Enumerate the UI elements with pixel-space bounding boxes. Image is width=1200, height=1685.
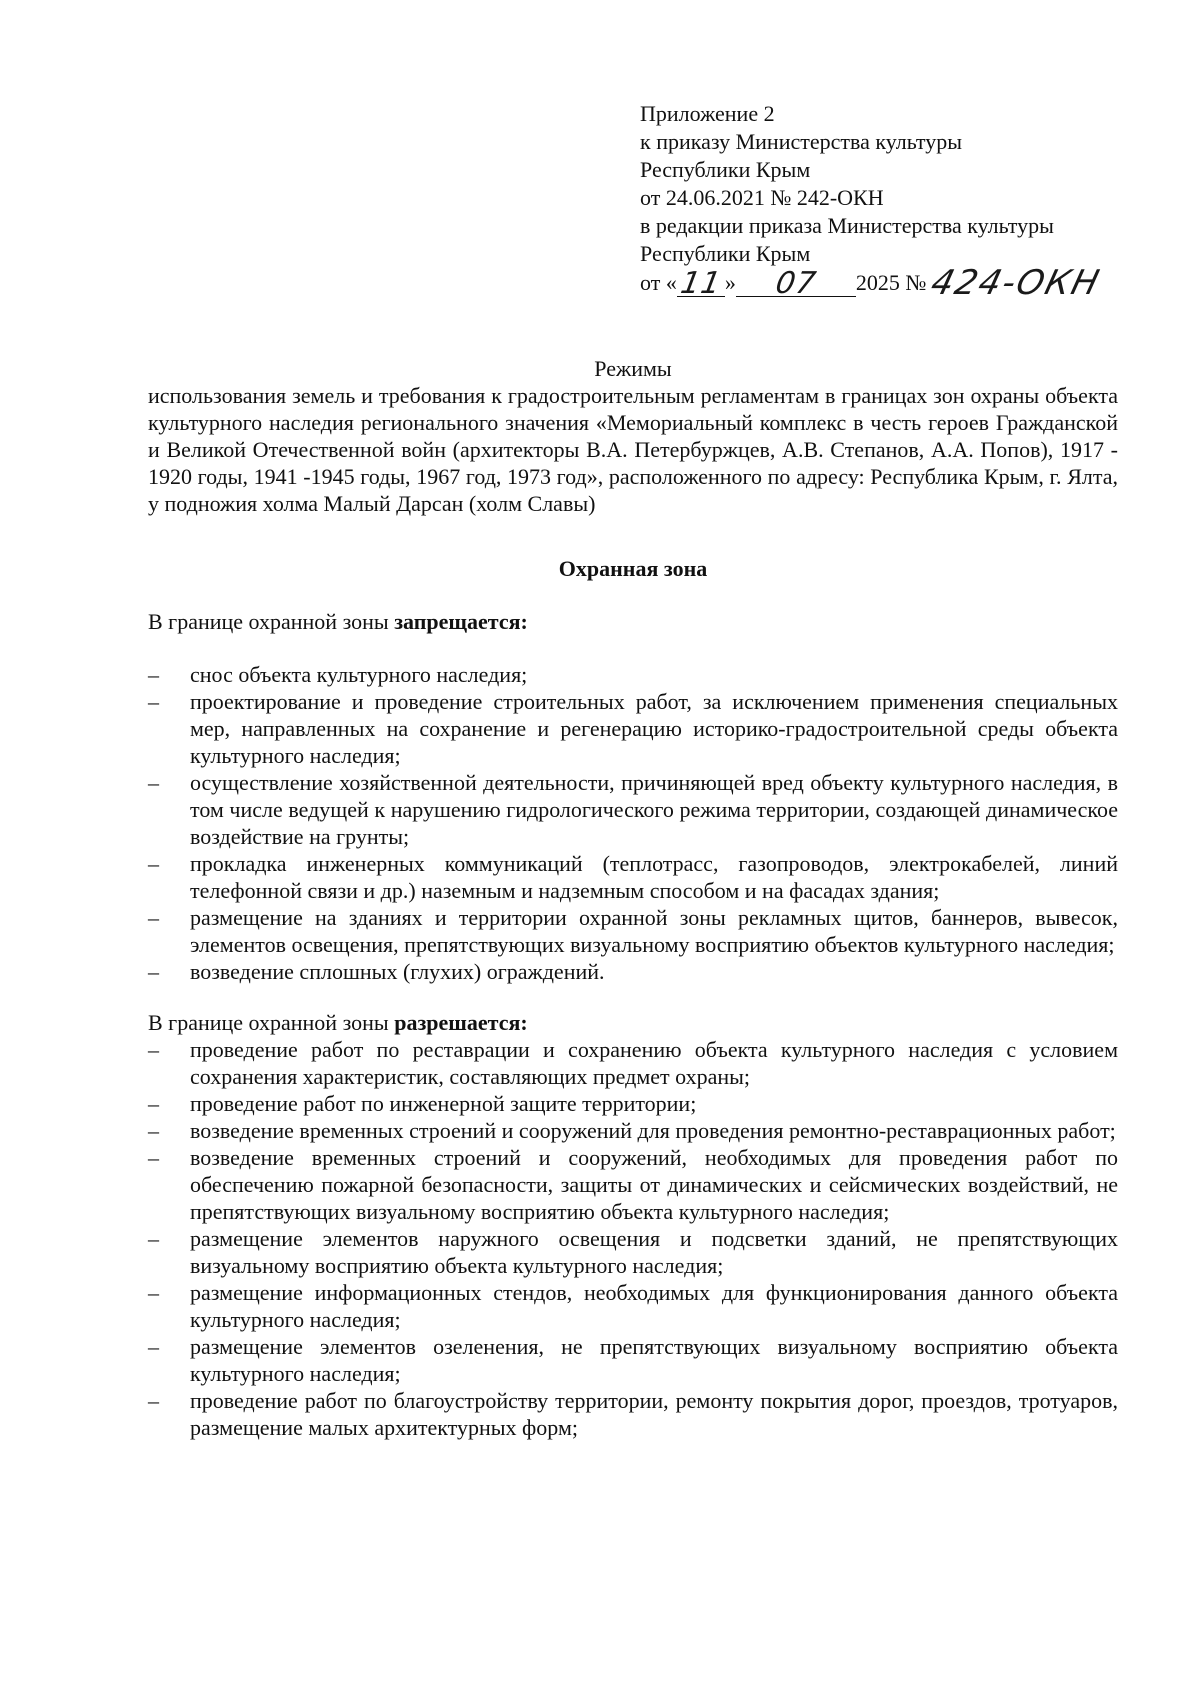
date-month-handwritten: 07 [772,266,820,301]
document-body [148,355,1118,1441]
date-year: 2025 № [855,270,932,295]
header-line-appendix: Приложение 2 [640,101,775,126]
list-item: – осуществление хозяйственной деятельности, причиняющей вред объекту культурного наследия, в том числе ведущей к нарушению гидрологического режима территории, создающей динамическое воздействие на грунты; [148,769,1118,850]
header-line-original-order: от 24.06.2021 № 242-ОКН [640,185,884,210]
list-item: – возведение временных строений и сооружений для проведения ремонтно-реставрационных работ; [148,1117,1118,1144]
section-heading-protection-zone: Охранная зона [558,556,708,581]
prohibited-lead [148,608,1118,635]
order-number-handwritten: 424-ОКН [926,263,1105,303]
permitted-lead [148,1009,1118,1036]
header-line-amended: в редакции приказа Министерства культуры [640,213,1054,238]
date-day-handwritten: 11 [677,266,725,301]
list-item: – проведение работ по реставрации и сохранению объекта культурного наследия с условием сохранения характеристик, составляющих предмет охраны; [148,1036,1118,1090]
prohibited-list [148,661,1118,985]
date-day-blank [677,266,725,301]
prohibited-lead-text: В границе охранной зоны [148,609,395,634]
list-item: – проведение работ по благоустройству территории, ремонту покрытия дорог, проездов, тротуаров, размещение малых архитектурных форм; [148,1387,1118,1441]
permitted-lead-text: В границе охранной зоны [148,1010,395,1035]
order-date-line [640,263,1160,303]
document-intro: использования земель и требования к градостроительным регламентам в границах зон охраны объекта культурного наследия регионального значения «Мемориальный комплекс в честь героев Гражданской и Великой Отечественной войн (архитекторы В.А. Петербуржцев, А.В. Степанов, А.А. Попов), 1917 - 1920 годы, 1941 -1945 годы, 1967 год, 1973 год», расположенного по адресу: Республика Крым, г. Ялта, у подножия холма Малый Дарсан (холм Славы) [148,383,1118,516]
list-item: – размещение информационных стендов, необходимых для функционирования данного объекта культурного наследия; [148,1279,1118,1333]
date-prefix: от « [640,270,677,295]
date-month-blank [736,266,856,301]
list-item: – размещение на зданиях и территории охранной зоны рекламных щитов, баннеров, вывесок, элементов освещения, препятствующих визуальному восприятию объектов культурного наследия; [148,904,1118,958]
header-line-republic-2: Республики Крым [640,241,811,266]
list-item: – проектирование и проведение строительных работ, за исключением применения специальных мер, направленных на сохранение и регенерацию историко-градостроительной среды объекта культурного наследия; [148,688,1118,769]
permitted-keyword: разрешается: [394,1010,528,1035]
prohibited-keyword: запрещается: [394,609,528,634]
list-item: – размещение элементов наружного освещения и подсветки зданий, не препятствующих визуальному восприятию объекта культурного наследия; [148,1225,1118,1279]
list-item: – возведение сплошных (глухих) ограждений. [148,958,1118,985]
list-item: – размещение элементов озеленения, не препятствующих визуальному восприятию объекта культурного наследия; [148,1333,1118,1387]
appendix-header [640,100,1160,302]
list-item: – снос объекта культурного наследия; [148,661,1118,688]
document-title: Режимы [594,356,672,381]
header-line-order-ref: к приказу Министерства культуры [640,129,963,154]
list-item: – прокладка инженерных коммуникаций (теплотрасс, газопроводов, электрокабелей, линий телефонной связи и др.) наземным и надземным способом и на фасадах здания; [148,850,1118,904]
date-mid: » [724,270,736,295]
list-item: – возведение временных строений и сооружений, необходимых для проведения работ по обеспечению пожарной безопасности, защиты от динамических и сейсмических воздействий, не препятствующих визуальному восприятию объекта культурного наследия; [148,1144,1118,1225]
permitted-list [148,1036,1118,1441]
list-item: – проведение работ по инженерной защите территории; [148,1090,1118,1117]
header-line-republic: Республики Крым [640,157,811,182]
